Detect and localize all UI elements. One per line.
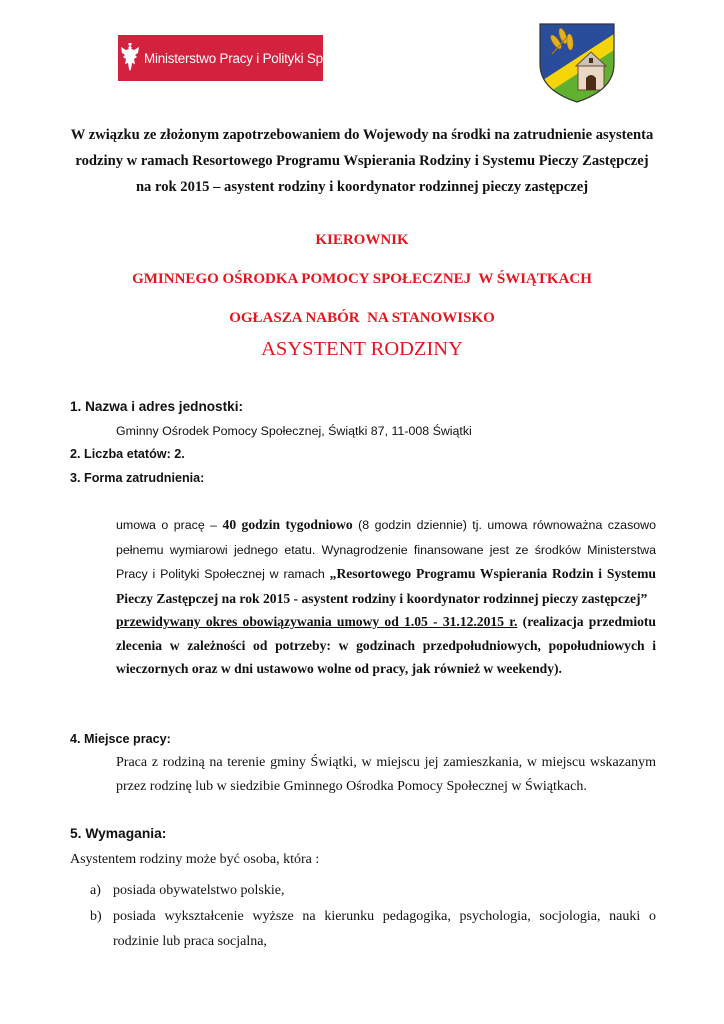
list-item bbox=[90, 905, 656, 954]
ministry-logo-text: Ministerstwo Pracy i Polityki Społecznej bbox=[144, 50, 371, 66]
section-4-title: 4. Miejsce pracy: bbox=[70, 732, 171, 746]
requirements-lead: Asystentem rodziny może być osoba, która : bbox=[70, 852, 320, 867]
ministry-logo bbox=[118, 35, 371, 81]
workplace-paragraph: Praca z rodziną na terenie gminy Świątki, w miejscu jej zamieszkania, w miejscu wskazanym przez rodzinę lub w siedzibie Gminnego Ośrodka Pomocy Społecznej w Świątkach. bbox=[116, 755, 656, 794]
heading-gops: GMINNEGO OŚRODKA POMOCY SPOŁECZNEJ W ŚWIĄTKACH bbox=[132, 271, 592, 287]
polish-eagle-icon bbox=[118, 35, 142, 81]
list-item-label: a) bbox=[90, 883, 101, 898]
intro-paragraph: W związku ze złożonym zapotrzebowaniem do Wojewody na środki na zatrudnienie asystenta rodziny w ramach Resortowego Programu Wspierania Rodziny i Systemu Pieczy Zastępczej na rok 2015 – asystent rodziny i koordynator rodzinnej pieczy zastępczej bbox=[70, 127, 654, 195]
list-item-label: b) bbox=[90, 909, 102, 924]
employment-form-paragraph bbox=[116, 513, 656, 681]
list-item-text: posiada obywatelstwo polskie, bbox=[113, 883, 285, 898]
section-2-title: 2. Liczba etatów: 2. bbox=[70, 447, 185, 461]
contract-period-details: (realizacja przedmiotu zlecenia w zależności od potrzeby: w godzinach przedpołudniowych, popołudniowych i wieczornych oraz w dni ustawowo wolne od pracy, jak również w weekendy). bbox=[116, 614, 656, 676]
hours-per-week: 40 godzin tygodniowo bbox=[222, 517, 353, 532]
employment-text-2: (8 godzin dziennie) tj. umowa równoważna czasowo pełnemu wymiarowi jednego etatu. Wynagrodzenie finansowane jest ze środków Ministerstwa Pracy i Polityki Społecznej w ramach bbox=[116, 518, 657, 581]
unit-address: Gminny Ośrodek Pomocy Społecznej, Świątki 87, 11-008 Świątki bbox=[116, 424, 472, 438]
contract-period: przewidywany okres obowiązywania umowy od 1.05 - 31.12.2015 r. bbox=[116, 614, 518, 629]
list-item bbox=[90, 879, 656, 904]
section-3-title: 3. Forma zatrudnienia: bbox=[70, 471, 205, 485]
heading-kierownik: KIEROWNIK bbox=[315, 232, 409, 248]
section-1-title: 1. Nazwa i adres jednostki: bbox=[70, 399, 244, 414]
program-name: „Resortowego Programu Wspierania Rodzin i Systemu Pieczy Zastępczej na rok 2015 - asystent rodziny i koordynator rodzinnej pieczy zastępczej” bbox=[116, 566, 656, 606]
employment-text-1: umowa o pracę – bbox=[116, 518, 223, 532]
heading-announcement: OGŁASZA NABÓR NA STANOWISKO bbox=[229, 310, 495, 326]
section-5-title: 5. Wymagania: bbox=[70, 826, 167, 841]
swiatki-coat-of-arms-icon bbox=[532, 20, 622, 104]
list-item-text: posiada wykształcenie wyższe na kierunku pedagogika, psychologia, socjologia, nauki o rodzinie lub praca socjalna, bbox=[113, 909, 656, 949]
heading-position: ASYSTENT RODZINY bbox=[261, 338, 463, 360]
